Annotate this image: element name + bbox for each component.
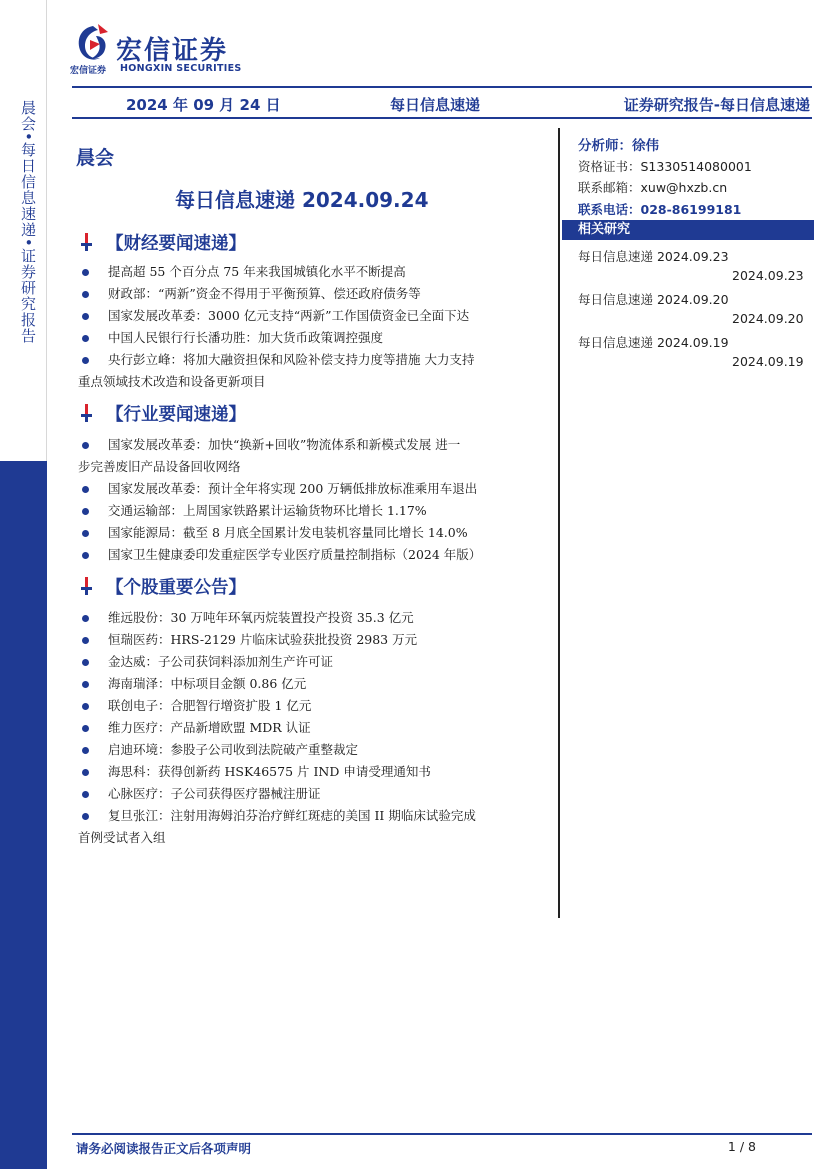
section-title: 【个股重要公告】 — [106, 577, 246, 598]
list-item[interactable]: 恒瑞医药：HRS-2129 片临床试验获批投资 2983 万元 — [78, 629, 544, 651]
logo-name-cn: 宏信证券 — [116, 36, 229, 66]
bullet-dot-icon — [82, 442, 89, 449]
bullet-dot-icon — [82, 637, 89, 644]
footer-divider — [72, 1133, 812, 1135]
list-item[interactable]: 央行彭立峰：将加大融资担保和风险补偿支持力度等措施 大力支持 重点领域技术改造和设备更新项目 — [78, 352, 475, 389]
bullet-dot-icon — [82, 486, 89, 493]
sidebar-top — [0, 0, 47, 461]
bullet-dot-icon — [82, 313, 89, 320]
logo-small-cn: 宏信证券 — [70, 66, 107, 76]
industry-news-list — [78, 434, 544, 566]
bullet-dot-icon — [82, 659, 89, 666]
analyst-panel — [558, 128, 812, 918]
list-item[interactable]: 维远股份：30 万吨年环氧丙烷装置投产投资 35.3 亿元 — [78, 607, 544, 629]
bullet-dot-icon — [82, 813, 89, 820]
list-item[interactable]: 联创电子：合肥智行增资扩股 1 亿元 — [78, 695, 544, 717]
list-item[interactable]: 国家能源局：截至 8 月底全国累计发电装机容量同比增长 14.0% — [78, 522, 544, 544]
list-item[interactable]: 海思科：获得创新药 HSK46575 片 IND 申请受理通知书 — [78, 761, 544, 783]
left-sidebar — [0, 0, 47, 1169]
bullet-dot-icon — [82, 291, 89, 298]
related-item-title[interactable]: 每日信息速递 2024.09.19 — [578, 335, 729, 350]
hongxin-logo-icon — [70, 22, 116, 68]
list-item[interactable]: 海南瑞泽：中标项目金额 0.86 亿元 — [78, 673, 544, 695]
bullet-dot-icon — [82, 615, 89, 622]
list-item[interactable]: 心脉医疗：子公司获得医疗器械注册证 — [78, 783, 544, 805]
finance-news-list — [78, 261, 544, 393]
header-bar — [72, 86, 812, 119]
related-item-date: 2024.09.20 — [732, 311, 804, 326]
analyst-name: 分析师：徐伟 — [578, 138, 659, 154]
bullet-dot-icon — [82, 769, 89, 776]
list-item[interactable]: 国家发展改革委：预计全年将实现 200 万辆低排放标准乘用车退出 — [78, 478, 544, 500]
bullet-dot-icon — [82, 335, 89, 342]
bullet-dot-icon — [82, 747, 89, 754]
list-item[interactable]: 交通运输部：上周国家铁路累计运输货物环比增长 1.17% — [78, 500, 544, 522]
list-item[interactable]: 维力医疗：产品新增欧盟 MDR 认证 — [78, 717, 544, 739]
bullet-dot-icon — [82, 552, 89, 559]
related-research-title: 相关研究 — [562, 220, 814, 240]
list-item[interactable]: 启迪环境：参股子公司收到法院破产重整裁定 — [78, 739, 544, 761]
section-title: 【财经要闻速递】 — [106, 233, 246, 254]
list-item[interactable]: 中国人民银行行长潘功胜：加大货币政策调控强度 — [78, 327, 544, 349]
section-heading — [76, 229, 246, 255]
analyst-phone: 联系电话：028-86199181 — [578, 202, 742, 217]
section-marker-icon — [76, 575, 98, 597]
section-heading — [76, 400, 246, 426]
logo-name-en: HONGXIN SECURITIES — [120, 63, 242, 74]
related-item-title[interactable]: 每日信息速递 2024.09.20 — [578, 292, 729, 307]
page-title: 每日信息速递 2024.09.24 — [175, 188, 429, 212]
stock-announcement-list — [78, 607, 544, 849]
related-item-date: 2024.09.23 — [732, 268, 804, 283]
bullet-dot-icon — [82, 681, 89, 688]
sidebar-band — [0, 461, 47, 1169]
page-number: 1 / 8 — [727, 1139, 756, 1154]
section-title: 【行业要闻速递】 — [106, 404, 246, 425]
section-heading — [76, 573, 246, 599]
header-report-type: 证券研究报告-每日信息速递 — [623, 96, 810, 114]
list-item[interactable]: 提高超 55 个百分点 75 年来我国城镇化水平不断提高 — [78, 261, 544, 283]
list-item[interactable]: 国家卫生健康委印发重症医学专业医疗质量控制指标（2024 年版） — [78, 544, 544, 566]
list-item[interactable]: 国家发展改革委：3000 亿元支持“两新”工作国债资金已全面下达 — [78, 305, 544, 327]
report-date: 2024 年 09 月 24 日 — [126, 96, 281, 114]
related-item-date: 2024.09.19 — [732, 354, 804, 369]
list-item[interactable]: 国家发展改革委：加快“换新+回收”物流体系和新模式发展 进一 步完善废旧产品设备回收网络 — [78, 437, 461, 474]
list-item[interactable]: 财政部：“两新”资金不得用于平衡预算、偿还政府债务等 — [78, 283, 544, 305]
header-category: 每日信息速递 — [390, 96, 481, 114]
bullet-dot-icon — [82, 791, 89, 798]
bullet-dot-icon — [82, 357, 89, 364]
bullet-dot-icon — [82, 530, 89, 537]
analyst-email[interactable]: 联系邮箱：xuw@hxzb.cn — [578, 180, 728, 195]
section-marker-icon — [76, 231, 98, 253]
list-item[interactable]: 复旦张江：注射用海姆泊芬治疗鲜红斑痣的美国 II 期临床试验完成 首例受试者入组 — [78, 808, 476, 845]
sidebar-vertical-text: 晨会•每日信息速递•证券研究报告 — [19, 100, 37, 344]
company-logo — [70, 20, 270, 76]
related-item-title[interactable]: 每日信息速递 2024.09.23 — [578, 249, 729, 264]
bullet-dot-icon — [82, 508, 89, 515]
bullet-dot-icon — [82, 703, 89, 710]
list-item[interactable]: 金达威：子公司获饲料添加剂生产许可证 — [78, 651, 544, 673]
analyst-cert: 资格证书：S1330514080001 — [578, 159, 752, 174]
section-marker-icon — [76, 402, 98, 424]
bullet-dot-icon — [82, 725, 89, 732]
footer-disclaimer: 请务必阅读报告正文后各项声明 — [76, 1141, 252, 1156]
doc-type: 晨会 — [76, 147, 115, 169]
bullet-dot-icon — [82, 269, 89, 276]
